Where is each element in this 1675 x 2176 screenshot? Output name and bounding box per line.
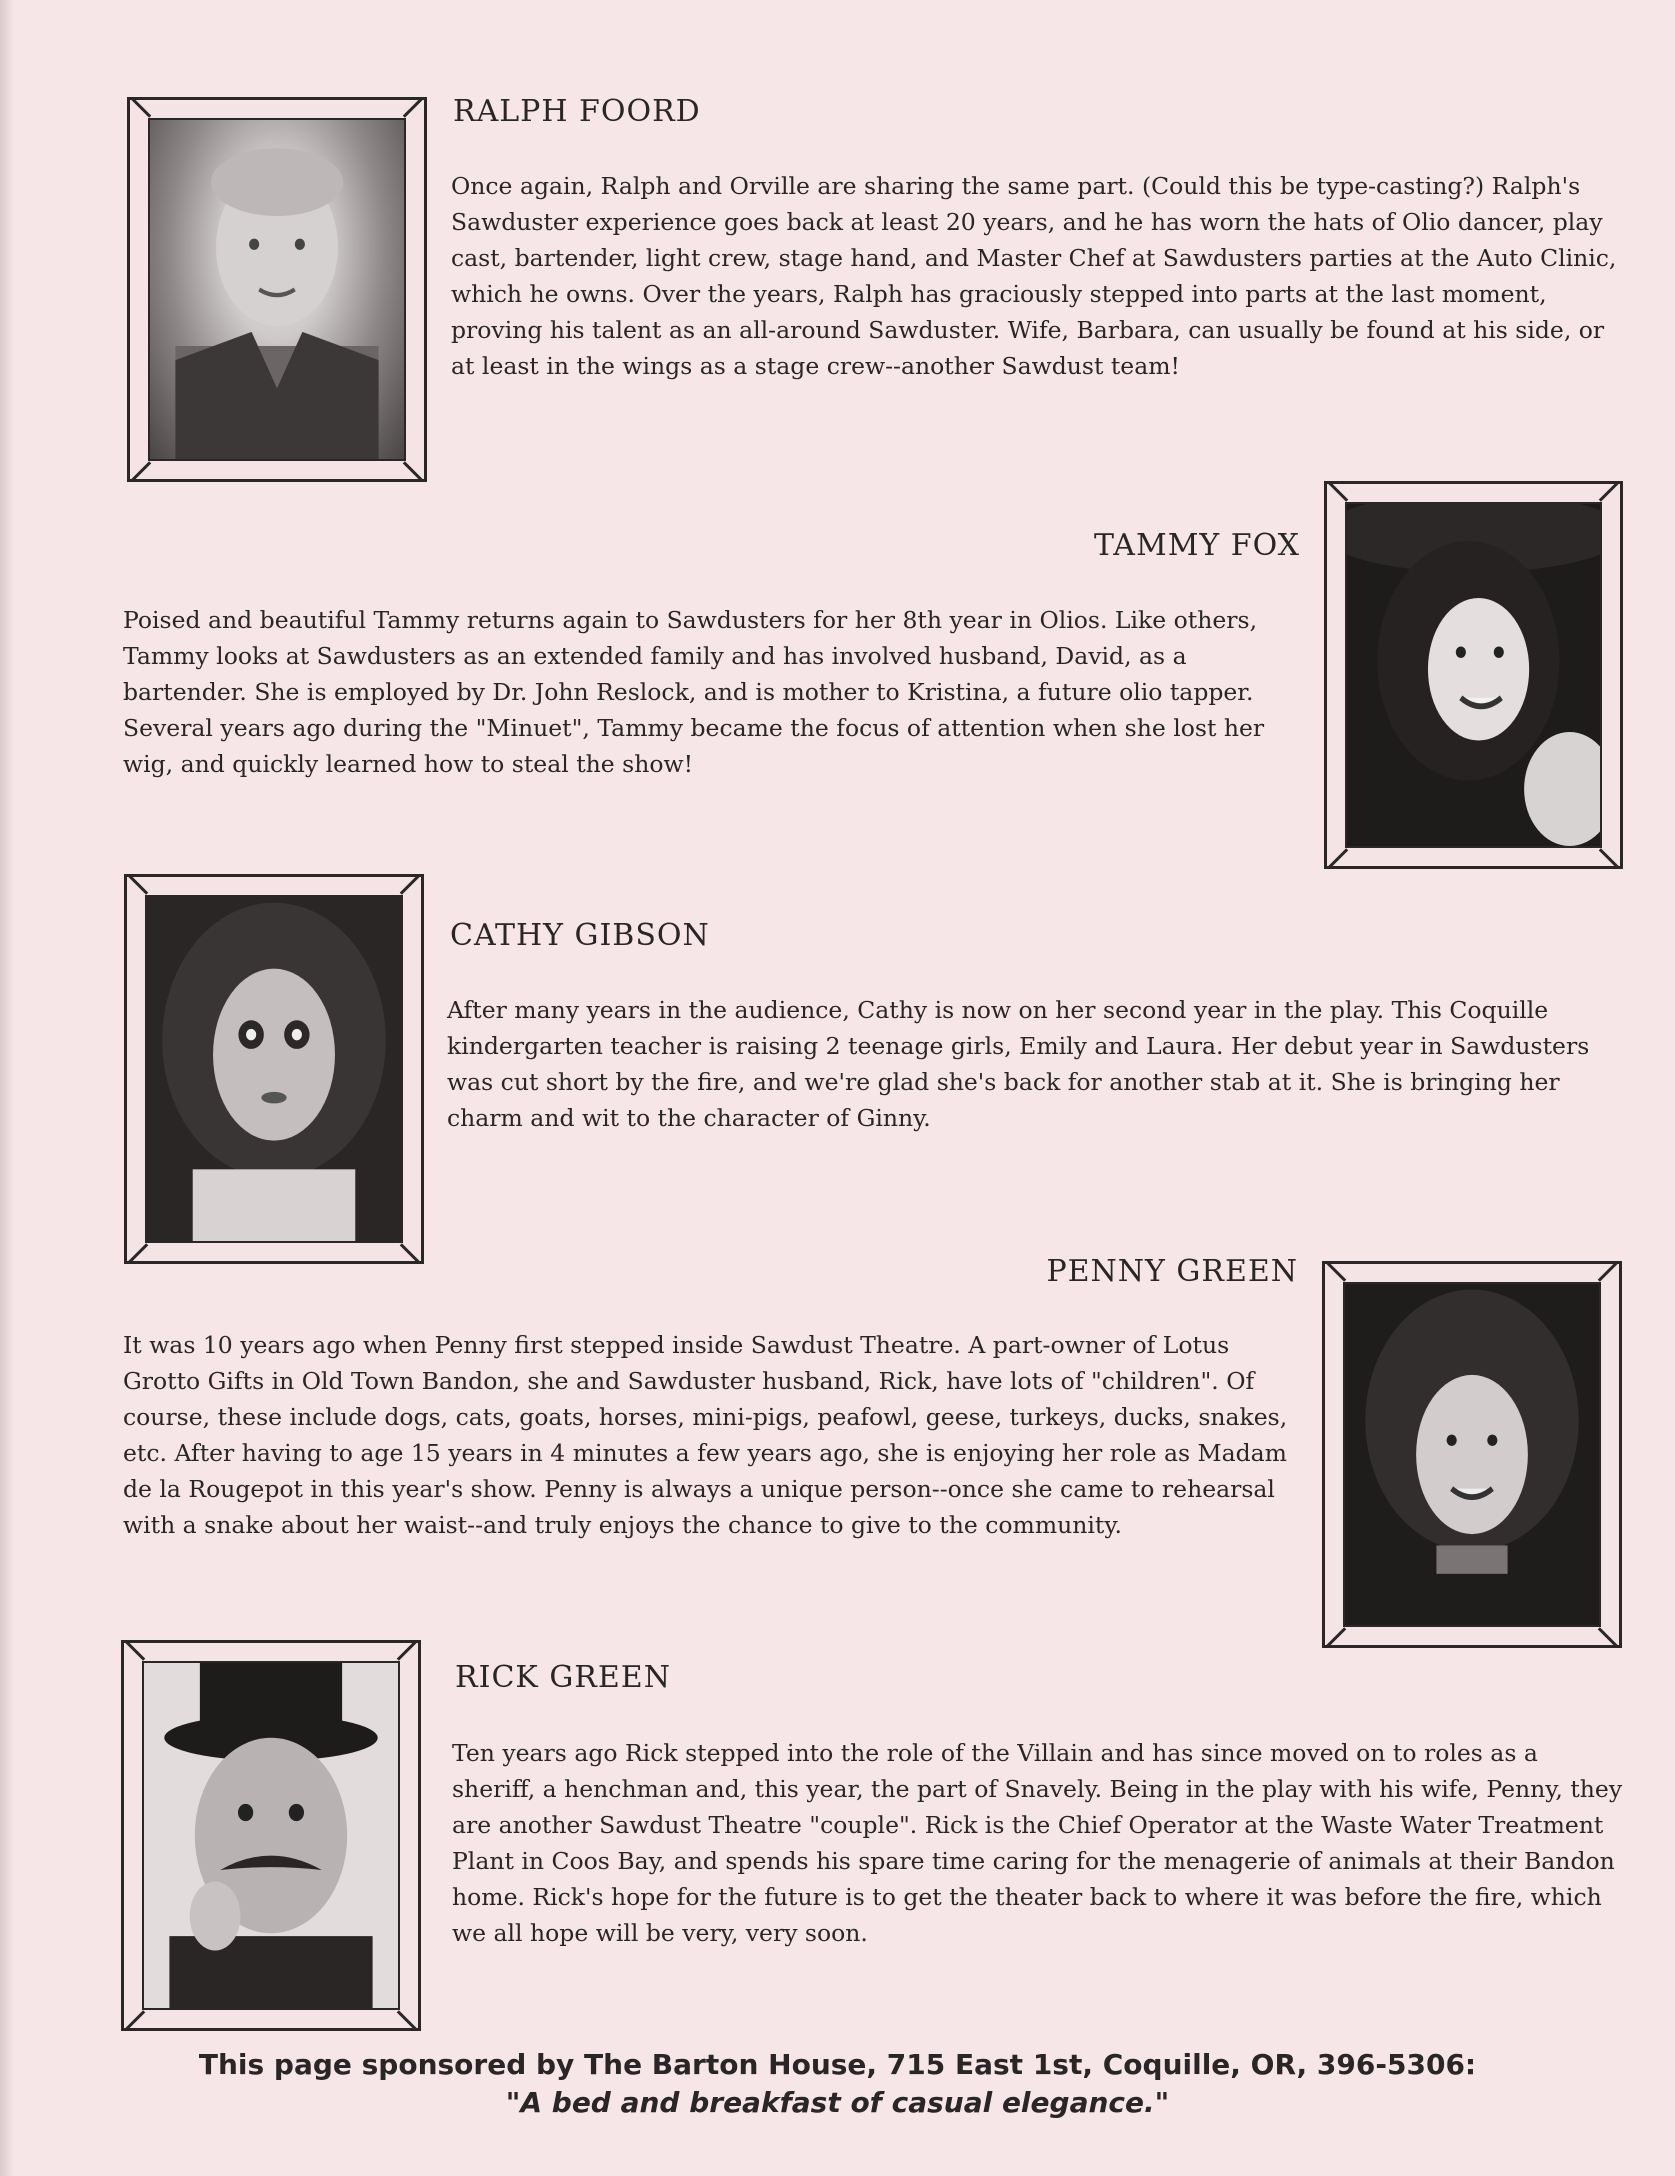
sponsor-tagline: "A bed and breakfast of casual elegance." <box>505 2086 1170 2119</box>
cast-bio-penny: It was 10 years ago when Penny first stepped inside Sawdust Theatre. A part-owner of Lotus Grotto Gifts in Old Town Bandon, she and Sawduster husband, Rick, have lots of "children". Of course, these include dogs, cats, goats, horses, mini-pigs, peafowl, geese, turkeys, ducks, snakes, etc. After having to age 15 years in 4 minutes a few years ago, she is enjoying her role as Madam de la Rougepot in this year's show. Penny is always a unique person--once she came to rehearsal with a snake about her waist--and truly enjoys the chance to give to the community. <box>123 1331 1288 1539</box>
page-edge <box>0 0 14 2176</box>
cast-name-ralph: RALPH FOORD <box>453 94 701 129</box>
sponsor-line: This page sponsored by The Barton House, 715 East 1st, Coquille, OR, 396-5306: <box>198 2048 1477 2081</box>
cast-bio-cathy: After many years in the audience, Cathy is now on her second year in the play. This Coquille kindergarten teacher is raising 2 teenage girls, Emily and Laura. Her debut year in Sawdusters was cut short by the fire, and we're glad she's back for another stab at it. She is bringing her charm and wit to the character of Ginny. <box>447 996 1590 1132</box>
cast-bio-ralph: Once again, Ralph and Orville are sharing the same part. (Could this be type-casting?) Ralph's Sawduster experience goes back at least 20 years, and he has worn the hats of Olio dancer, play cast, bartender, light crew, stage hand, and Master Chef at Sawdusters parties at the Auto Clinic, which he owns. Over the years, Ralph has graciously stepped into parts at the last moment, proving his talent as an all-around Sawduster. Wife, Barbara, can usually be found at his side, or at least in the wings as a stage crew--another Sawdust team! <box>451 172 1617 380</box>
cast-name-tammy: TAMMY FOX <box>1093 528 1300 563</box>
cast-name-penny: PENNY GREEN <box>1046 1254 1298 1289</box>
photo-frame-cathy <box>124 874 424 1264</box>
photo-frame-rick <box>121 1640 421 2031</box>
portrait-photo-tammy <box>1347 504 1600 846</box>
portrait-photo-penny <box>1345 1284 1599 1625</box>
cast-name-rick: RICK GREEN <box>455 1660 671 1695</box>
cast-name-cathy: CATHY GIBSON <box>450 918 710 953</box>
photo-frame-ralph <box>127 97 427 482</box>
photo-frame-penny <box>1322 1261 1622 1648</box>
portrait-photo-ralph <box>150 120 404 459</box>
cast-bio-rick: Ten years ago Rick stepped into the role of the Villain and has since moved on to roles as a sheriff, a henchman and, this year, the part of Snavely. Being in the play with his wife, Penny, they are another Sawdust Theatre "couple". Rick is the Chief Operator at the Waste Water Treatment Plant in Coos Bay, and spends his spare time caring for the menagerie of animals at their Bandon home. Rick's hope for the future is to get the theater back to where it was before the fire, which we all hope will be very, very soon. <box>452 1739 1623 1947</box>
portrait-photo-rick <box>144 1663 398 2008</box>
cast-bio-tammy: Poised and beautiful Tammy returns again to Sawdusters for her 8th year in Olios. Like others, Tammy looks at Sawdusters as an extended family and has involved husband, David, as a bartender. She is employed by Dr. John Reslock, and is mother to Kristina, a future olio tapper. Several years ago during the "Minuet", Tammy became the focus of attention when she lost her wig, and quickly learned how to steal the show! <box>123 606 1265 778</box>
photo-frame-tammy <box>1324 481 1623 869</box>
portrait-photo-cathy <box>147 897 401 1241</box>
